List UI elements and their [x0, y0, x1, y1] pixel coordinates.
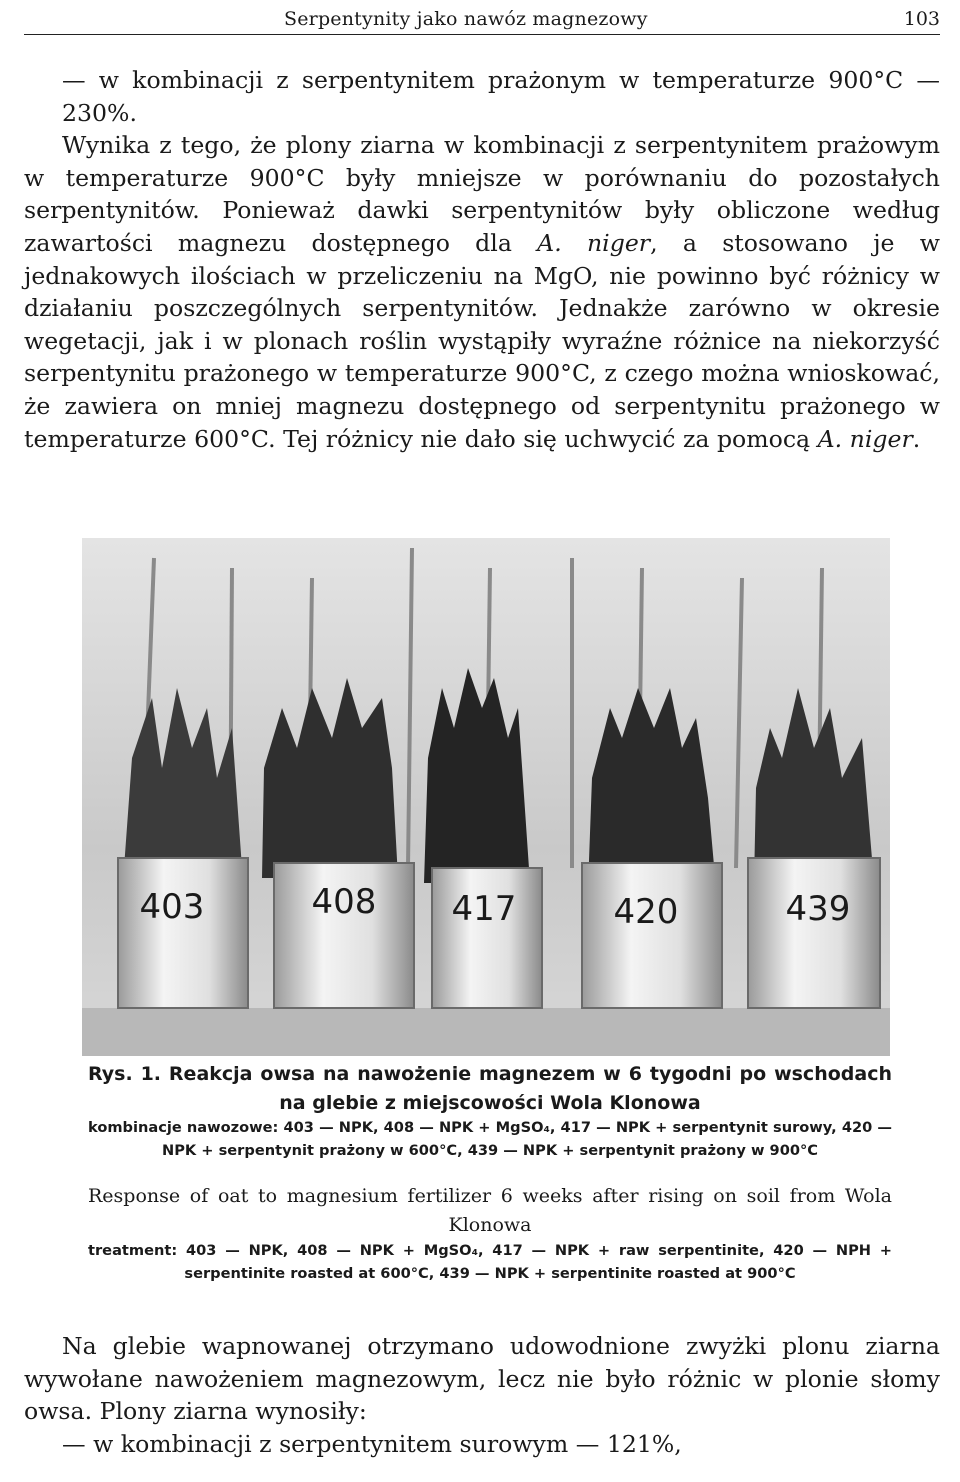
running-title: Serpentynity jako nawóz magnezowy — [284, 8, 648, 30]
top-text-block — [24, 64, 940, 455]
species-name: A. niger — [537, 228, 651, 257]
figure-caption-en-detail: treatment: 403 — NPK, 408 — NPK + MgSO₄, 417 — NPK + raw serpentinite, 420 — NPH + serpentinite roasted at 600°C, 439 — NPK + serpentinite roasted at 900°C — [88, 1242, 892, 1282]
pot-label-439: 439 — [785, 889, 851, 929]
shelf — [82, 1008, 890, 1056]
page-number: 103 — [903, 8, 940, 30]
pot-label-417: 417 — [451, 889, 517, 929]
pot-label-420: 420 — [613, 892, 679, 932]
dash-item-raw: — w kombinacji z serpentynitem surowym — 121%, — [62, 1429, 682, 1458]
figure-caption-pl-title: Rys. 1. Reakcja owsa na nawożenie magnezem w 6 tygodni po wschodach na glebie z miejscowości Wola Klonowa — [88, 1063, 892, 1114]
pot-label-403: 403 — [139, 887, 205, 927]
figure-caption-en-title: Response of oat to magnesium fertilizer 6 weeks after rising on soil from Wola Klonowa — [88, 1185, 892, 1236]
pot-403 — [118, 858, 248, 1008]
pot-439 — [748, 858, 880, 1008]
bottom-paragraph: Na glebie wapnowanej otrzymano udowodnione zwyżki plonu ziarna wywołane nawożeniem magnezowym, lecz nie było różnic w plonie słomy owsa. Plony ziarna wynosiły: — [24, 1332, 940, 1426]
figure-caption-pl-detail: kombinacje nawozowe: 403 — NPK, 408 — NPK + MgSO₄, 417 — NPK + serpentynit surowy, 420 — NPK + serpentynit prażony w 600°C, 439 — NPK + serpentynit prażony w 900°C — [88, 1119, 892, 1159]
pot-label-408: 408 — [311, 882, 377, 922]
species-name: A. niger — [817, 424, 913, 453]
running-header — [24, 4, 940, 35]
pot-420 — [582, 863, 722, 1008]
paragraph-end: . — [912, 424, 921, 453]
body-paragraph — [24, 129, 940, 455]
dash-item-900: — w kombinacji z serpentynitem prażonym w temperaturze 900°C — 230%. — [62, 66, 940, 127]
paragraph-part2: , a stosowano je w jednakowych ilościach w przeliczeniu na MgO, nie powinno być różnicy w działaniu poszczególnych serpentynitów. Jednakże zarówno w okresie wegetacji, jak i w plonach roślin wystąpiły wyraźne różnice na niekorzyść serpentynitu prażonego w temperaturze 900°C, z czego można wnioskować, że zawiera on mniej magnezu dostępnego od serpentynitu prażonego w temperaturze 600°C. Tej różnicy nie dało się uchwycić za pomocą — [24, 228, 940, 453]
bottom-text-block — [24, 1330, 940, 1460]
oat-pots-photo — [82, 538, 890, 1056]
paragraph-part1: Wynika z tego, że plony ziarna w kombinacji z serpentynitem prażowym w temperaturze 900°C były mniejsze w porównaniu do pozostałych serpentynitów. Ponieważ dawki serpentynitów były obliczone według zawartości magnezu dostępnego dla — [24, 131, 940, 257]
pots — [118, 858, 880, 1008]
